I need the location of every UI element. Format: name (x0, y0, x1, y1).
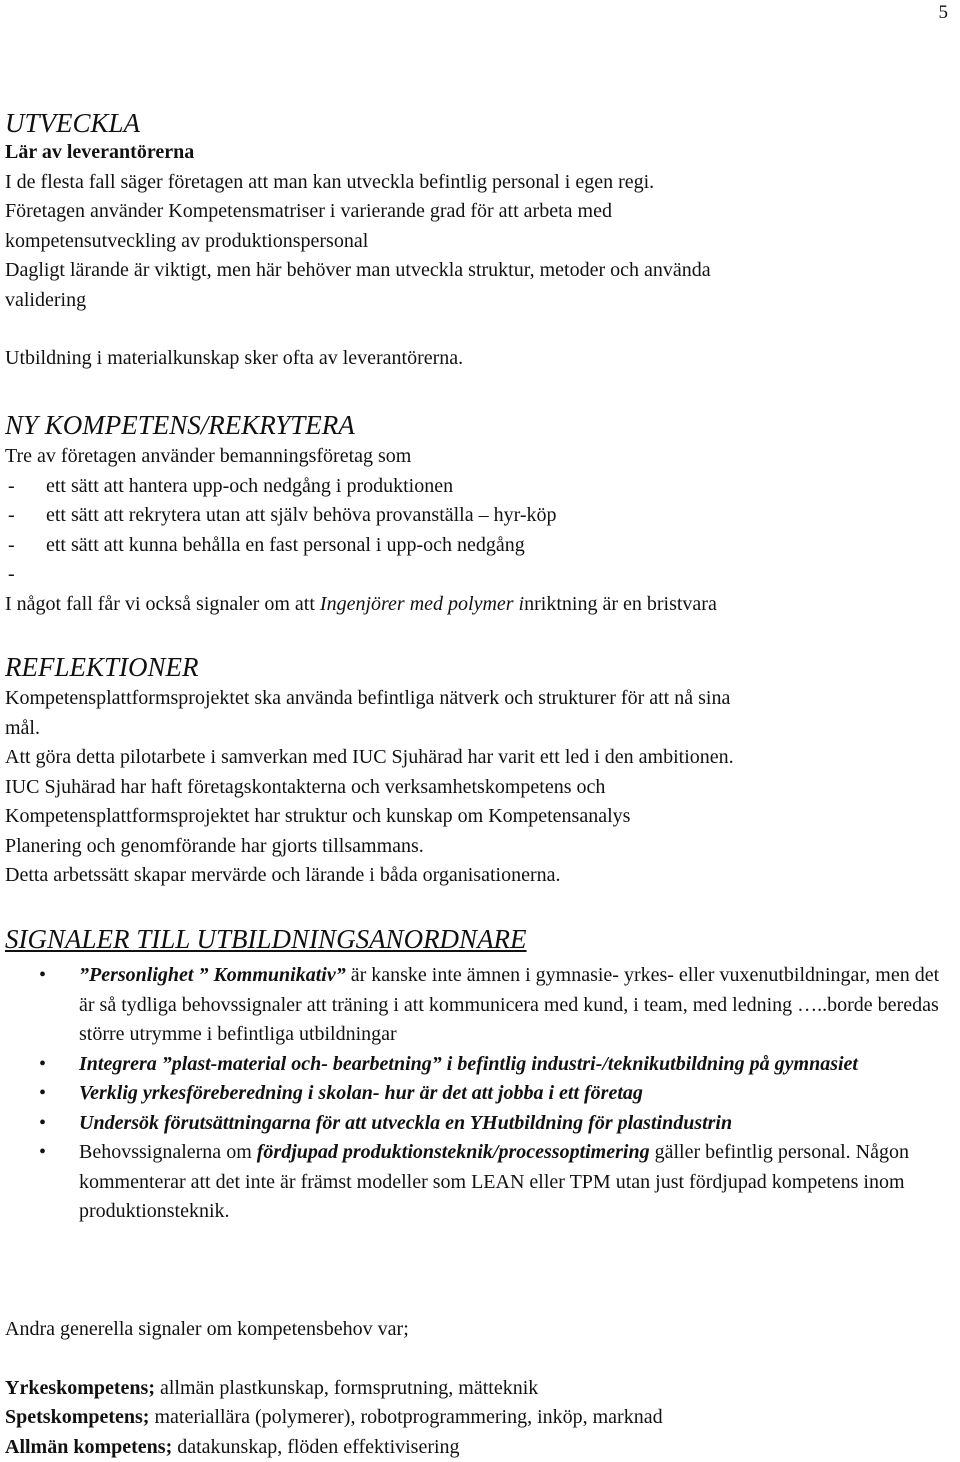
paragraph-intro: Andra generella signaler om kompetensbehov var; (5, 1318, 409, 1340)
paragraph-line: I de flesta fall säger företagen att man kan utveckla befintlig personal i egen regi. (5, 170, 655, 193)
dash-list-item: - ett sätt att kunna behålla en fast personal i upp-och nedgång (8, 533, 525, 556)
section-ny-kompetens (5, 408, 957, 619)
page-number: 5 (938, 2, 948, 23)
section-utveckla (5, 106, 957, 374)
dash-list-item: - (8, 563, 15, 585)
competence-row: Spetskompetens; materiallära (polymerer), robotprogrammering, inköp, marknad (5, 1406, 663, 1428)
competence-row: Allmän kompetens; datakunskap, flöden effektivisering (5, 1435, 460, 1458)
paragraph-line: Företagen använder Kompetensmatriser i varierande grad för att arbeta med (5, 200, 612, 222)
heading-utveckla: UTVECKLA (5, 108, 141, 138)
paragraph-note: Utbildning i materialkunskap sker ofta av leverantörerna. (5, 347, 464, 369)
paragraph-line: Planering och genomförande har gjorts tillsammans. (5, 834, 424, 857)
paragraph-signal: I något fall får vi också signaler om att Ingenjörer med polymer inriktning är en bristvara (5, 592, 717, 615)
subheading-lar-av-leverantorerna: Lär av leverantörerna (5, 141, 195, 163)
bullet-icon: • (39, 1141, 47, 1163)
paragraph-line: Detta arbetssätt skapar mervärde och lärande i båda organisationerna. (5, 864, 561, 886)
competence-row: Yrkeskompetens; allmän plastkunskap, formsprutning, mätteknik (5, 1376, 539, 1399)
bullet-icon: • (39, 1111, 47, 1134)
bullet-item: • Undersök förutsättningarna för att utveckla en YHutbildning för plastindustrin (5, 1109, 957, 1139)
section-signaler (5, 922, 957, 1227)
heading-ny-kompetens: NY KOMPETENS/REKRYTERA (5, 410, 355, 440)
bullet-list (5, 961, 957, 1227)
heading-reflektioner: REFLEKTIONER (5, 652, 199, 682)
paragraph-line: Kompetensplattformsprojektet ska använda befintliga nätverk och strukturer för att nå sina (5, 687, 731, 709)
paragraph-line: mål. (5, 716, 40, 739)
bullet-item: • Integrera ”plast-material och- bearbetning” i befintlig industri-/teknikutbildning på gymnasiet (5, 1050, 957, 1080)
paragraph-line: validering (5, 288, 87, 311)
section-reflektioner (5, 650, 957, 891)
dash-list-item: - ett sätt att rekrytera utan att själv behöva provanställa – hyr-köp (8, 504, 557, 526)
paragraph-line: Kompetensplattformsprojektet har struktur och kunskap om Kompetensanalys (5, 805, 631, 827)
bullet-item: • Verklig yrkesföreberedning i skolan- hur är det att jobba i ett företag (5, 1079, 957, 1109)
bullet-icon: • (39, 1052, 47, 1075)
paragraph-line: Dagligt lärande är viktigt, men här behöver man utveckla struktur, metoder och använda (5, 259, 711, 281)
bullet-icon: • (39, 1082, 47, 1104)
dash-list-item: - ett sätt att hantera upp-och nedgång i produktionen (8, 474, 454, 497)
bullet-icon: • (39, 964, 47, 986)
paragraph-line: kompetensutveckling av produktionspersonal (5, 229, 369, 252)
paragraph-line: IUC Sjuhärad har haft företagskontakterna och verksamhetskompetens och (5, 775, 606, 798)
section-andra-signaler (5, 1315, 957, 1462)
paragraph-line: Att göra detta pilotarbete i samverkan med IUC Sjuhärad har varit ett led i den ambitionen. (5, 746, 734, 768)
paragraph-intro: Tre av företagen använder bemanningsföretag som (5, 445, 412, 467)
bullet-item: • ”Personlighet ” Kommunikativ” är kanske inte ämnen i gymnasie- yrkes- eller vuxenutbildningar, men det är så tydliga behovssignaler att träning i att kommunicera med kund, i team, med ledning …..borde beredas större utrymme i befintliga utbildningar (5, 961, 957, 1050)
bullet-item: • Behovssignalerna om fördjupad produktionsteknik/processoptimering gäller befintlig personal. Någon kommenterar att det inte är främst modeller som LEAN eller TPM utan just fördjupad kompetens inom produktionsteknik. (5, 1138, 957, 1227)
heading-signaler: SIGNALER TILL UTBILDNINGSANORDNARE (5, 924, 527, 954)
